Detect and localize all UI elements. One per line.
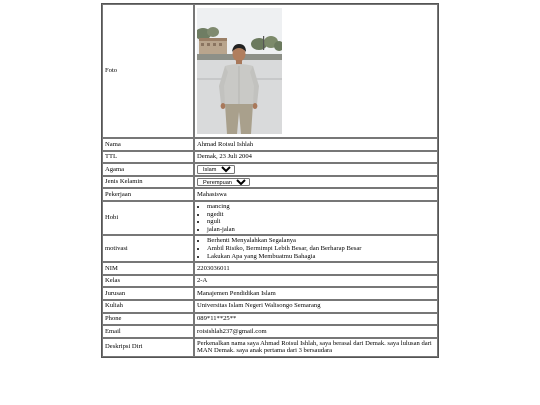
- profile-photo-image: [197, 8, 282, 134]
- row-motivasi: [102, 235, 438, 262]
- jurusan-label: Jurusan: [102, 287, 194, 300]
- row-kuliah: [102, 300, 438, 313]
- email-label: Email: [102, 325, 194, 338]
- phone-label: Phone: [102, 313, 194, 326]
- jenis-kelamin-label: Jenis Kelamin: [102, 176, 194, 189]
- list-item: • Ambil Risiko, Bermimpi Lebih Besar, dan Berharap Besar: [207, 245, 435, 253]
- foto-cell: [194, 4, 438, 138]
- kelas-label: Kelas: [102, 275, 194, 288]
- list-item: • nguli: [207, 218, 435, 226]
- row-agama: [102, 163, 438, 176]
- row-deskripsi: [102, 338, 438, 357]
- list-item: • jalan-jalan: [207, 226, 435, 234]
- row-nama: [102, 138, 438, 151]
- list-item: • ngedit: [207, 211, 435, 219]
- nim-label: NIM: [102, 262, 194, 275]
- kelas-value: 2-A: [194, 275, 438, 288]
- list-item: • mancing: [207, 203, 435, 211]
- row-hobi: [102, 201, 438, 235]
- row-pekerjaan: [102, 188, 438, 201]
- row-kelas: [102, 275, 438, 288]
- nama-label: Nama: [102, 138, 194, 151]
- pekerjaan-label: Pekerjaan: [102, 188, 194, 201]
- hobi-cell: [194, 201, 438, 235]
- foto-label: Foto: [102, 4, 194, 138]
- row-phone: [102, 313, 438, 326]
- row-jurusan: [102, 287, 438, 300]
- list-item: • Lakukan Apa yang Membuatmu Bahagia: [207, 253, 435, 261]
- deskripsi-value: Perkenalkan nama saya Ahmad Roisul Ishlah, saya berasal dari Demak. saya lulusan dari MAN Demak. saya anak pertama dari 3 bersaudara: [194, 338, 438, 357]
- agama-select[interactable]: [197, 165, 235, 174]
- agama-label: Agama: [102, 163, 194, 176]
- motivasi-label: motivasi: [102, 235, 194, 262]
- nama-value: Ahmad Roisul Ishlah: [194, 138, 438, 151]
- row-jenis-kelamin: [102, 176, 438, 189]
- ttl-label: TTL: [102, 151, 194, 164]
- agama-cell: [194, 163, 438, 176]
- hobi-list: [197, 203, 435, 233]
- row-email: [102, 325, 438, 338]
- row-foto: [102, 4, 438, 138]
- motivasi-cell: [194, 235, 438, 262]
- motivasi-list: [197, 237, 435, 260]
- phone-value: 089*11**25**: [194, 313, 438, 326]
- profile-table: [101, 3, 439, 358]
- jurusan-value: Manajemen Pendidikan Islam: [194, 287, 438, 300]
- hobi-label: Hobi: [102, 201, 194, 235]
- jenis-kelamin-cell: [194, 176, 438, 189]
- kuliah-value: Universitas Islam Negeri Walisongo Semarang: [194, 300, 438, 313]
- pekerjaan-value: Mahasiswa: [194, 188, 438, 201]
- row-nim: [102, 262, 438, 275]
- jenis-kelamin-select[interactable]: [197, 178, 250, 187]
- ttl-value: Demak, 23 Juli 2004: [194, 151, 438, 164]
- kuliah-label: Kuliah: [102, 300, 194, 313]
- deskripsi-label: Deskripsi Diri: [102, 338, 194, 357]
- list-item: • Berhenti Menyalahkan Segalanya: [207, 237, 435, 245]
- email-value: roisishlah237@gmail.com: [194, 325, 438, 338]
- row-ttl: [102, 151, 438, 164]
- nim-value: 2203036011: [194, 262, 438, 275]
- profile-photo: [197, 8, 282, 134]
